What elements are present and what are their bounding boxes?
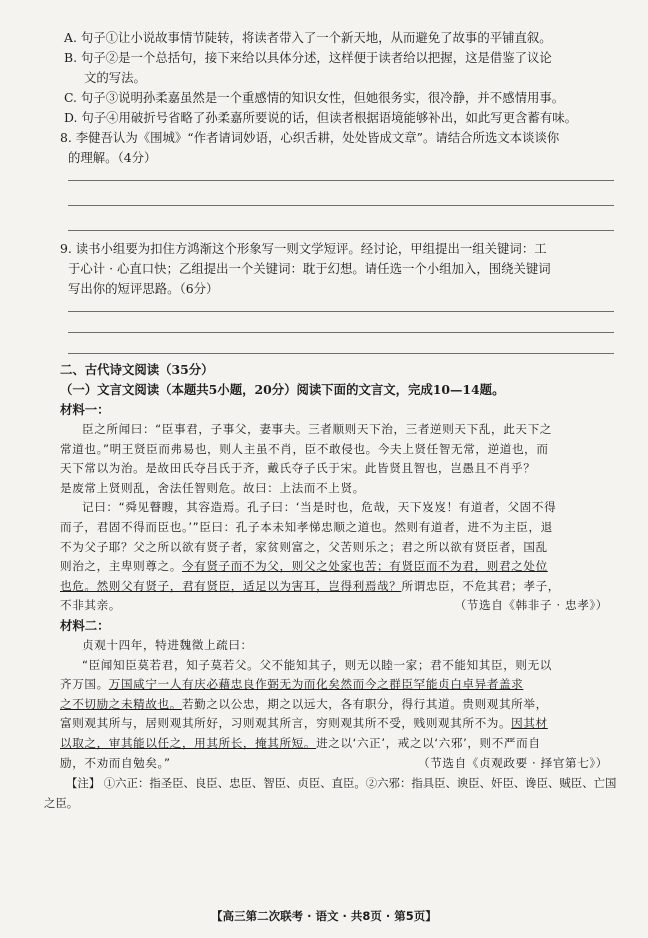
material-2-text: 励，不劝而自勉矣。” [60, 755, 171, 770]
material-2-line [40, 695, 614, 715]
material-1-source: （节选自《韩非子 · 忠孝》） [454, 598, 608, 613]
material-2-text: 若勤之以公忠，期之以远大，各有职分，得行其道。贵则观其所举， [181, 696, 548, 711]
underlined-sentence: 之不切励之未精故也。 [60, 696, 182, 711]
note-line: 【注】 ①六正：指圣臣、良臣、忠臣、智臣、贞臣、直臣。②六邪：指具臣、谀臣、奸臣、谗臣、贼臣、亡国 [66, 776, 617, 791]
material-1 [40, 400, 614, 616]
option-a: A. 句子①让小说故事情节陡转，将读者带入了一个新天地，从而避免了故事的平铺直叙。 [64, 30, 552, 45]
material-1-line: 不为父子耶？父之所以欲有贤子者，家贫则富之，父苦则乐之；君之所以欲有贤臣者，国乱 [60, 539, 548, 554]
question-9 [40, 239, 614, 360]
material-1-line: 记曰：“舜见瞽瞍，其容造焉。孔子曰：‘当是时也，危哉，天下岌岌！有道者，父固不得 [82, 500, 557, 515]
material-1-line [40, 557, 614, 577]
question-8-text-cont: 的理解。（4分） [68, 150, 157, 165]
option-b-cont: 文的写法。 [84, 70, 146, 85]
material-1-line: 臣之所闻曰：“臣事君，子事父，妻事夫。三者顺则天下治，三者逆则天下乱，此天下之 [82, 422, 552, 436]
material-2-line: “臣闻知臣莫若君，知子莫若父。父不能知其子，则无以睦一家；君不能知其臣，则无以 [82, 657, 552, 672]
section-2-title: 二、古代诗文阅读（35分） [60, 362, 214, 377]
material-1-text: 则治之，主卑则尊之。 [60, 559, 182, 574]
material-1-line [40, 577, 614, 597]
material-2-intro: 贞观十四年，特进魏徵上疏曰： [82, 637, 253, 652]
material-2-last-line [40, 754, 614, 774]
material-2-source: （节选自《贞观政要 · 择官第七》） [418, 755, 608, 770]
page-footer: 【高三第二次联考 · 语文 · 共8页 · 第5页】 [211, 909, 437, 923]
material-2-text: 富则观其所与，居则观其所好，习则观其所言，穷则观其所不受，贱则观其所不为。 [60, 716, 512, 731]
note-line: 之臣。 [44, 796, 79, 811]
underlined-sentence: 万国咸宁一人有庆必藉忠良作弼无为而化矣然而今之群臣罕能贞白卓异者盖求 [108, 677, 524, 692]
material-1-last-line [40, 596, 614, 616]
underlined-sentence: 因其材 [511, 716, 548, 731]
material-2-line [40, 714, 614, 734]
material-1-line: 天下常以为治。是故田氏夺吕氏于齐，戴氏夺子氏于宋。此皆贤且智也，岂愚且不肖乎？ [60, 461, 536, 476]
material-2 [40, 616, 614, 773]
question-9-text: 9. 读书小组要为扣住方鸿渐这个形象写一则文学短评。经讨论，甲组提出一组关键词：工 [60, 241, 547, 256]
underlined-sentence: 也危。然则父有贤子，君有贤臣，适足以为害耳，岂得利焉哉？ [60, 578, 402, 593]
material-2-text: 齐万国。 [60, 677, 109, 692]
question-8 [40, 128, 614, 239]
underlined-sentence: 以取之，审其能以任之，用其所长，掩其所短。 [60, 735, 317, 750]
material-1-text: 不非其亲。 [60, 598, 121, 613]
option-d: D. 句子④用破折号省略了孙柔嘉所要说的话，但读者根据语境能够补出，如此写更含蓄有味。 [64, 110, 577, 125]
material-2-line [40, 675, 614, 695]
annotation-note [40, 773, 617, 813]
section-2-subtitle: （一）文言文阅读（本题共5小题，20分）阅读下面的文言文，完成10—14题。 [60, 382, 505, 397]
material-1-text: 所谓忠臣，不危其君；孝子， [401, 578, 560, 593]
section-2 [40, 360, 614, 400]
material-2-line [40, 734, 614, 754]
question-8-text: 8. 李健吾认为《围城》“作者请词妙语，心织舌耕，处处皆成文章”。请结合所选文本谈谈你 [60, 130, 560, 145]
option-c: C. 句子③说明孙柔嘉虽然是一个重感情的知识女性，但她很务实，很冷静，并不感情用事。 [64, 90, 565, 105]
options-block [40, 28, 614, 128]
question-9-text-cont: 于心计 · 心直口快；乙组提出一个关键词：耽于幻想。请任选一个小组加入，围绕关键词 [68, 261, 551, 276]
question-9-text-cont: 写出你的短评思路。（6分） [68, 281, 219, 296]
material-2-label: 材料二： [60, 617, 110, 633]
material-1-line: 而子，君固不得而臣也。’”臣曰：孔子本未知孝悌忠顺之道也。然则有道者，进不为主臣，退 [60, 519, 553, 534]
material-1-line: 是废常上贤则乱，舍法任智则危。故曰：上法而不上贤。 [60, 480, 365, 495]
material-2-text: 进之以‘六正’，戒之以‘六邪’，则不严而自 [316, 735, 541, 750]
material-1-label: 材料一： [60, 402, 110, 417]
underlined-sentence: 今有贤子而不为父，则父之处家也苦；有贤臣而不为君，则君之处位 [181, 559, 548, 574]
material-1-line: 常道也。”明王贤臣而弗易也，则人主虽不肖，臣不敢侵也。今夫上贤任智无常，逆道也，而 [60, 441, 549, 456]
option-b: B. 句子②是一个总括句，接下来给以具体分述，这样便于读者给以把握，这是借鉴了议论 [64, 50, 552, 65]
